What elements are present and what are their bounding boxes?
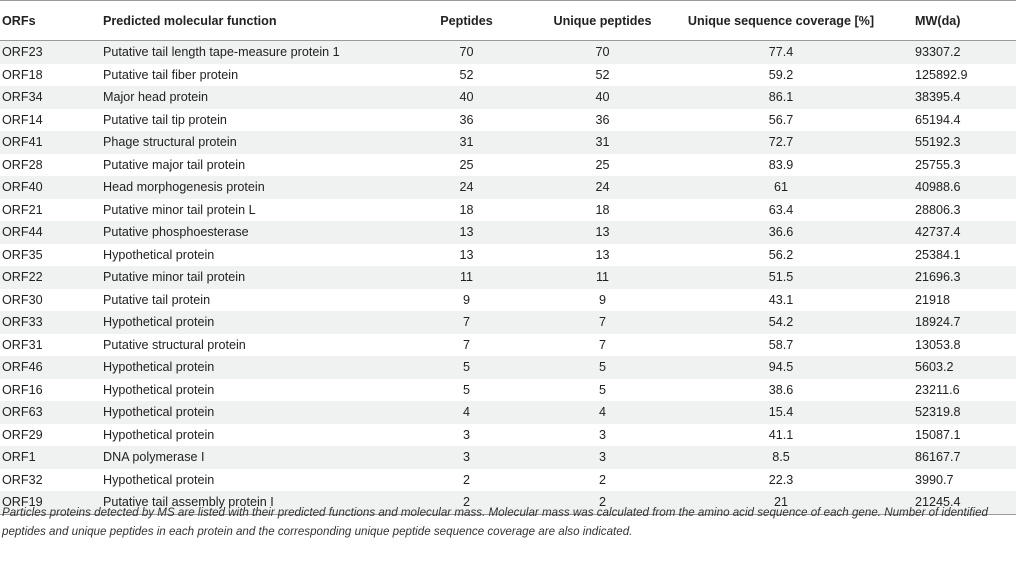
cell-orf: ORF40 [0,176,103,199]
cell-orf: ORF33 [0,311,103,334]
cell-coverage: 83.9 [675,154,887,177]
cell-orf: ORF31 [0,334,103,357]
cell-mw: 86167.7 [887,446,1016,469]
cell-peptides: 5 [403,356,530,379]
header-row [0,1,1016,41]
cell-unique-peptides: 13 [530,221,675,244]
cell-unique-peptides: 11 [530,266,675,289]
cell-function: Hypothetical protein [103,401,403,424]
cell-coverage: 56.2 [675,244,887,267]
cell-coverage: 94.5 [675,356,887,379]
cell-unique-peptides: 4 [530,401,675,424]
cell-peptides: 2 [403,491,530,514]
cell-mw: 21918 [887,289,1016,312]
cell-mw: 52319.8 [887,401,1016,424]
cell-peptides: 2 [403,469,530,492]
cell-peptides: 9 [403,289,530,312]
table-row [0,266,1016,289]
cell-function: Putative major tail protein [103,154,403,177]
table-row [0,131,1016,154]
cell-mw: 65194.4 [887,109,1016,132]
cell-mw: 15087.1 [887,424,1016,447]
cell-unique-peptides: 36 [530,109,675,132]
table-body [0,41,1016,515]
cell-mw: 5603.2 [887,356,1016,379]
cell-coverage: 59.2 [675,64,887,87]
cell-function: DNA polymerase I [103,446,403,469]
cell-function: Putative tail fiber protein [103,64,403,87]
cell-unique-peptides: 9 [530,289,675,312]
cell-peptides: 70 [403,41,530,64]
cell-coverage: 51.5 [675,266,887,289]
cell-peptides: 3 [403,424,530,447]
cell-orf: ORF18 [0,64,103,87]
table-row [0,154,1016,177]
cell-orf: ORF21 [0,199,103,222]
cell-orf: ORF32 [0,469,103,492]
cell-function: Putative minor tail protein L [103,199,403,222]
header-mw: MW(da) [887,1,1016,41]
cell-peptides: 52 [403,64,530,87]
cell-mw: 25384.1 [887,244,1016,267]
cell-function: Putative structural protein [103,334,403,357]
cell-coverage: 43.1 [675,289,887,312]
cell-coverage: 86.1 [675,86,887,109]
table-header [0,1,1016,41]
table-row [0,41,1016,64]
cell-coverage: 41.1 [675,424,887,447]
cell-orf: ORF41 [0,131,103,154]
cell-orf: ORF28 [0,154,103,177]
cell-unique-peptides: 70 [530,41,675,64]
cell-peptides: 24 [403,176,530,199]
table-row [0,221,1016,244]
cell-mw: 42737.4 [887,221,1016,244]
cell-coverage: 77.4 [675,41,887,64]
cell-mw: 13053.8 [887,334,1016,357]
cell-unique-peptides: 2 [530,491,675,514]
cell-function: Major head protein [103,86,403,109]
table-row [0,334,1016,357]
table-row [0,379,1016,402]
cell-coverage: 54.2 [675,311,887,334]
cell-peptides: 3 [403,446,530,469]
cell-orf: ORF29 [0,424,103,447]
cell-mw: 25755.3 [887,154,1016,177]
cell-unique-peptides: 52 [530,64,675,87]
cell-orf: ORF44 [0,221,103,244]
cell-coverage: 8.5 [675,446,887,469]
cell-mw: 93307.2 [887,41,1016,64]
cell-unique-peptides: 25 [530,154,675,177]
cell-orf: ORF46 [0,356,103,379]
cell-coverage: 22.3 [675,469,887,492]
cell-mw: 21245.4 [887,491,1016,514]
cell-peptides: 25 [403,154,530,177]
table-row [0,401,1016,424]
cell-function: Hypothetical protein [103,311,403,334]
cell-orf: ORF14 [0,109,103,132]
cell-unique-peptides: 24 [530,176,675,199]
cell-unique-peptides: 7 [530,334,675,357]
table-row [0,311,1016,334]
cell-coverage: 36.6 [675,221,887,244]
cell-function: Hypothetical protein [103,379,403,402]
cell-mw: 125892.9 [887,64,1016,87]
cell-orf: ORF16 [0,379,103,402]
cell-mw: 28806.3 [887,199,1016,222]
cell-mw: 18924.7 [887,311,1016,334]
cell-peptides: 4 [403,401,530,424]
cell-function: Putative minor tail protein [103,266,403,289]
cell-mw: 38395.4 [887,86,1016,109]
cell-unique-peptides: 40 [530,86,675,109]
table-row [0,424,1016,447]
header-unique-peptides: Unique peptides [530,1,675,41]
cell-orf: ORF23 [0,41,103,64]
table-row [0,176,1016,199]
cell-mw: 21696.3 [887,266,1016,289]
header-peptides: Peptides [403,1,530,41]
cell-orf: ORF34 [0,86,103,109]
cell-unique-peptides: 13 [530,244,675,267]
cell-coverage: 56.7 [675,109,887,132]
cell-unique-peptides: 7 [530,311,675,334]
cell-function: Hypothetical protein [103,356,403,379]
cell-mw: 40988.6 [887,176,1016,199]
cell-peptides: 7 [403,334,530,357]
cell-unique-peptides: 5 [530,379,675,402]
cell-peptides: 31 [403,131,530,154]
cell-unique-peptides: 2 [530,469,675,492]
table-row [0,199,1016,222]
table-row [0,64,1016,87]
cell-function: Putative phosphoesterase [103,221,403,244]
table-row [0,356,1016,379]
cell-orf: ORF35 [0,244,103,267]
cell-peptides: 18 [403,199,530,222]
table-row [0,109,1016,132]
cell-unique-peptides: 3 [530,446,675,469]
cell-coverage: 72.7 [675,131,887,154]
cell-unique-peptides: 18 [530,199,675,222]
cell-function: Hypothetical protein [103,244,403,267]
cell-function: Putative tail assembly protein I [103,491,403,514]
cell-coverage: 58.7 [675,334,887,357]
header-orfs: ORFs [0,1,103,41]
cell-orf: ORF19 [0,491,103,514]
cell-coverage: 21 [675,491,887,514]
cell-mw: 23211.6 [887,379,1016,402]
cell-peptides: 40 [403,86,530,109]
cell-coverage: 61 [675,176,887,199]
table-caption: Particles proteins detected by MS are listed with their predicted functions and molecular mass. Molecular mass was calculated from the amino acid sequence of each gene. Number of identified peptides and unique peptides in each protein and the corresponding unique peptide sequence coverage are also indicated. [2,506,988,538]
cell-peptides: 5 [403,379,530,402]
table-row [0,244,1016,267]
cell-unique-peptides: 5 [530,356,675,379]
cell-orf: ORF63 [0,401,103,424]
table-row [0,86,1016,109]
cell-peptides: 7 [403,311,530,334]
cell-coverage: 63.4 [675,199,887,222]
cell-orf: ORF30 [0,289,103,312]
cell-coverage: 15.4 [675,401,887,424]
cell-mw: 3990.7 [887,469,1016,492]
cell-function: Hypothetical protein [103,469,403,492]
cell-function: Putative tail length tape-measure protein 1 [103,41,403,64]
cell-function: Hypothetical protein [103,424,403,447]
cell-unique-peptides: 3 [530,424,675,447]
cell-coverage: 38.6 [675,379,887,402]
cell-peptides: 11 [403,266,530,289]
table-row [0,289,1016,312]
cell-function: Head morphogenesis protein [103,176,403,199]
cell-function: Putative tail protein [103,289,403,312]
cell-function: Putative tail tip protein [103,109,403,132]
cell-orf: ORF22 [0,266,103,289]
header-coverage: Unique sequence coverage [%] [675,1,887,41]
cell-function: Phage structural protein [103,131,403,154]
cell-orf: ORF1 [0,446,103,469]
cell-mw: 55192.3 [887,131,1016,154]
cell-peptides: 36 [403,109,530,132]
cell-unique-peptides: 31 [530,131,675,154]
header-predicted-function: Predicted molecular function [103,1,403,41]
cell-peptides: 13 [403,221,530,244]
cell-peptides: 13 [403,244,530,267]
table-row [0,446,1016,469]
table-row [0,469,1016,492]
